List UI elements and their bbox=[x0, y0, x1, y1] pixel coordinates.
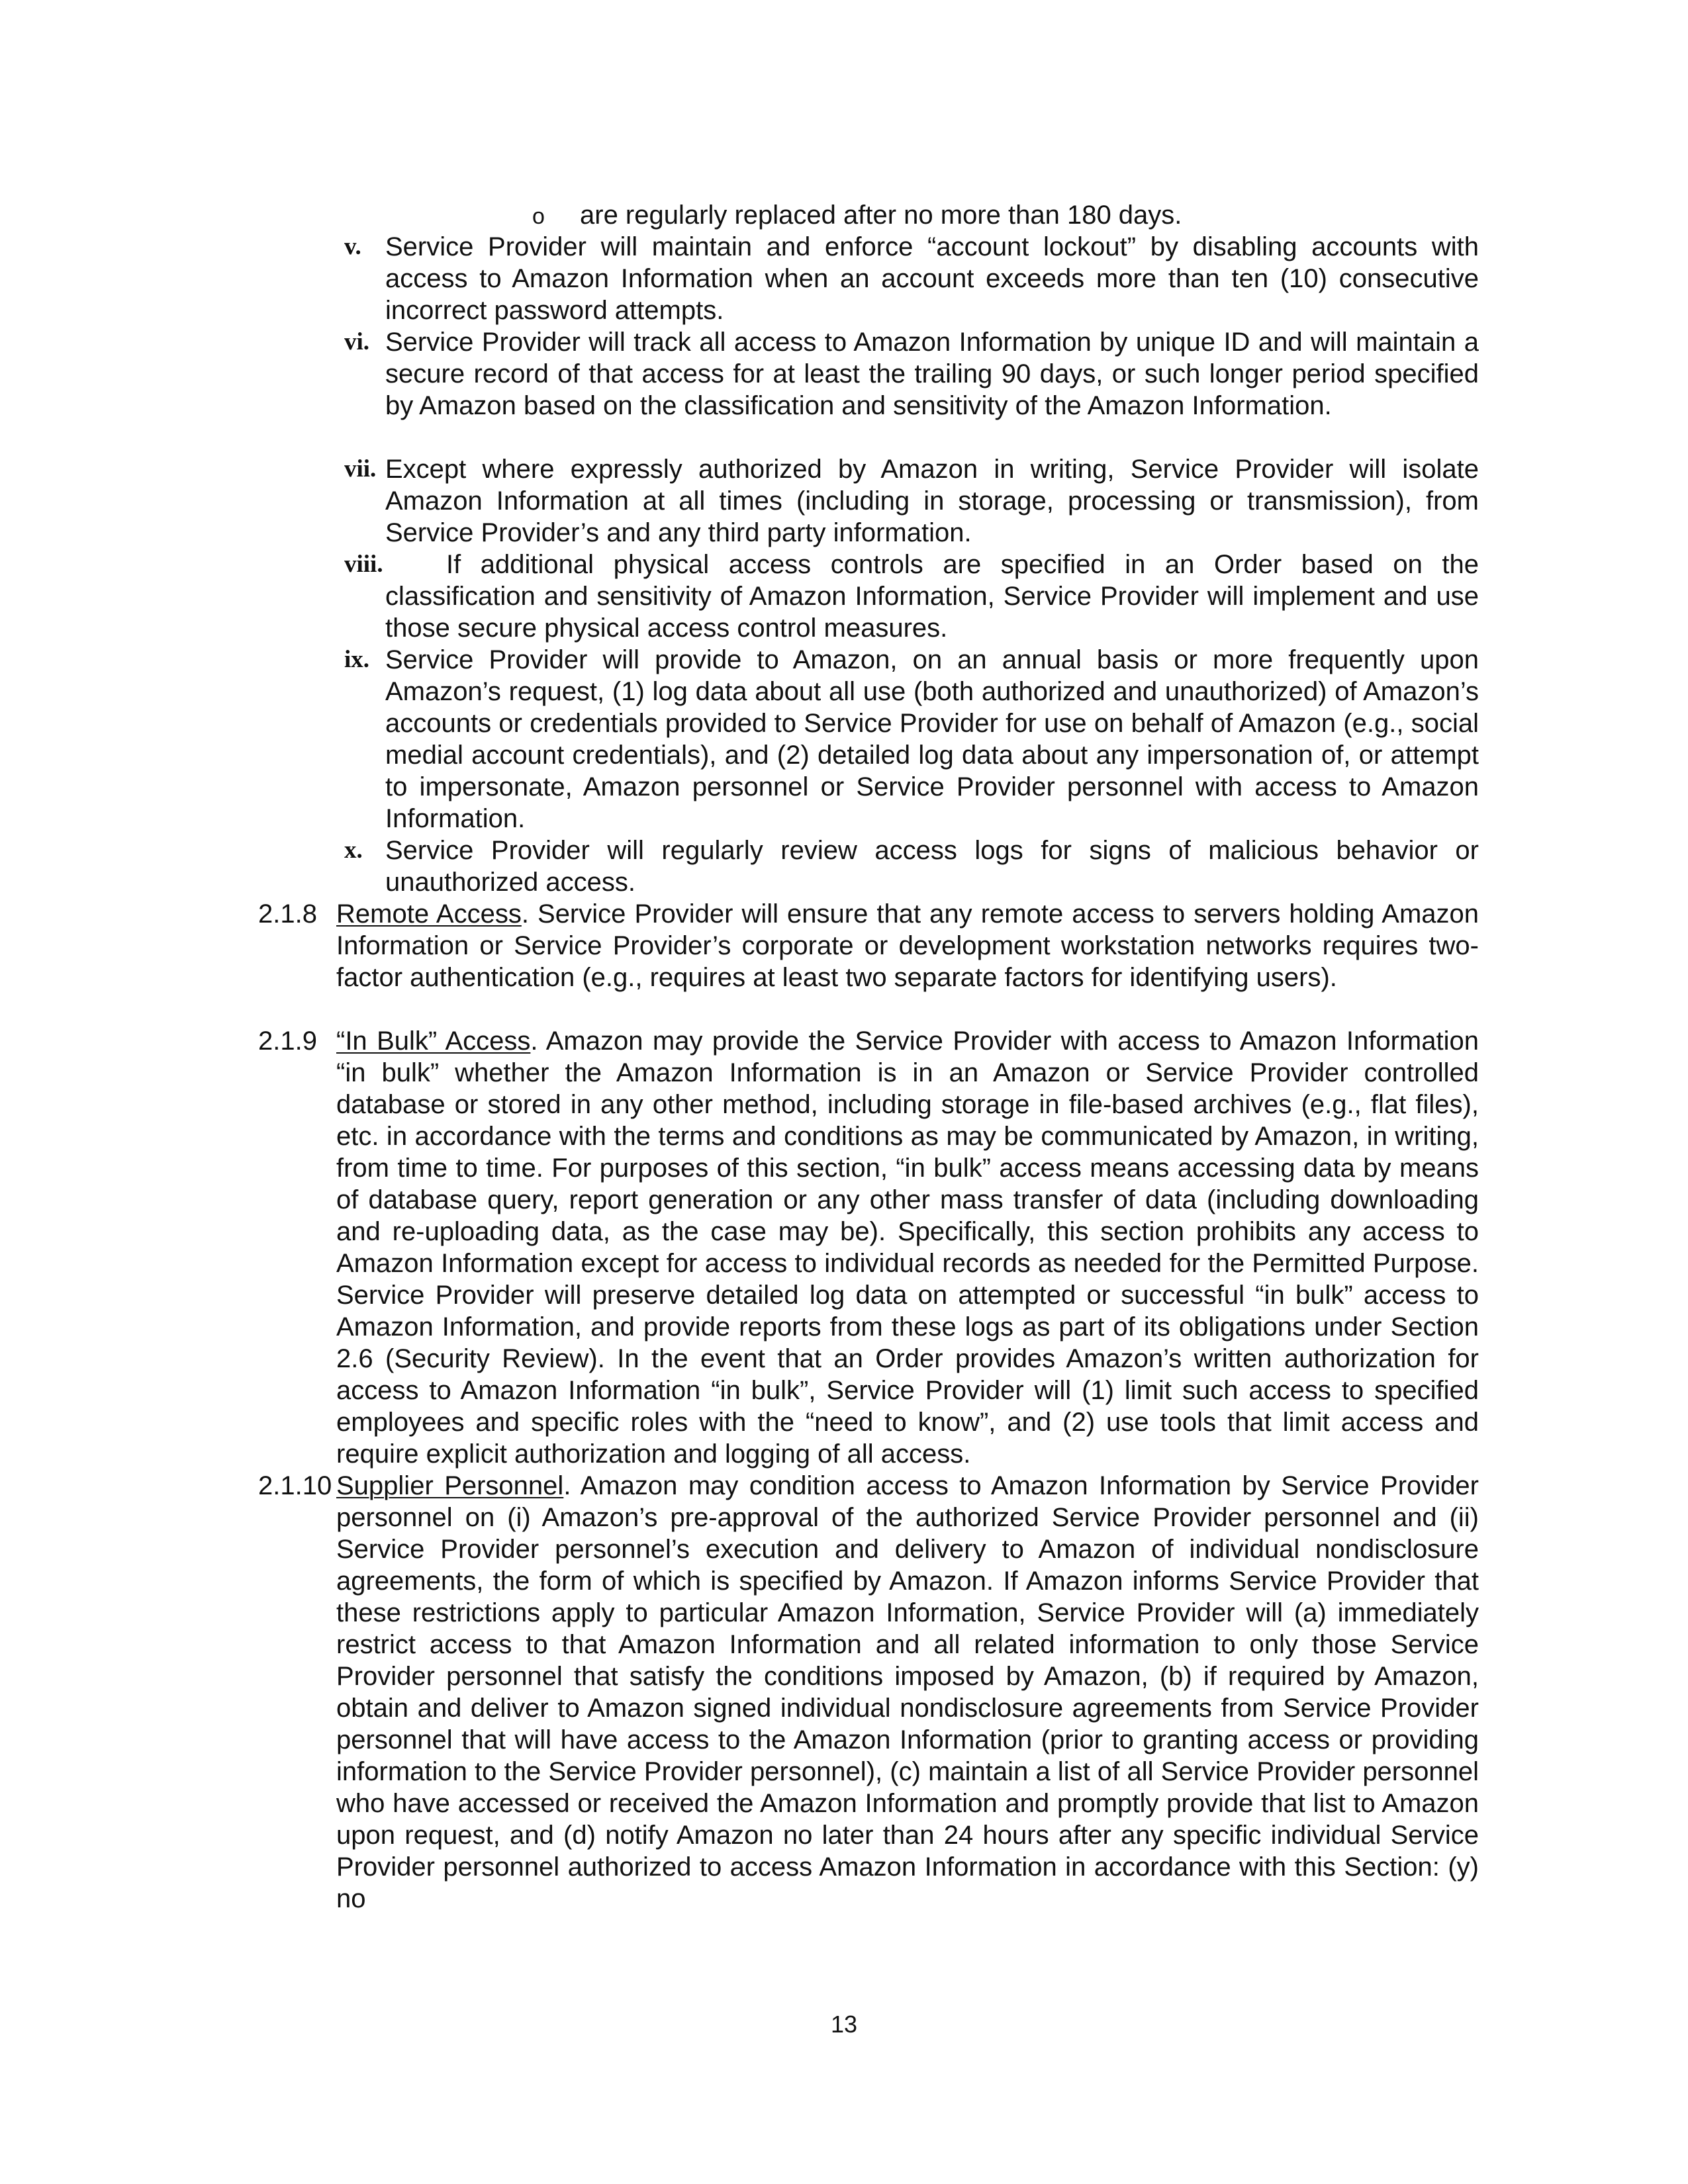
bullet-marker: o bbox=[532, 204, 545, 229]
section-2-1-8 bbox=[258, 898, 1479, 993]
section-heading: Remote Access bbox=[336, 899, 522, 929]
list-item-x bbox=[344, 835, 1479, 898]
list-item-text: If additional physical access controls are specified in an Order based on the classification and sensitivity of Amazon Information, Service Provider will implement and use those secure physical access control measures. bbox=[385, 550, 1479, 643]
section-number: 2.1.8 bbox=[258, 899, 317, 929]
list-item-number: ix. bbox=[344, 646, 370, 673]
section-number: 2.1.10 bbox=[258, 1471, 332, 1500]
list-item-vi bbox=[344, 326, 1479, 422]
bullet-text: are regularly replaced after no more than 180 days. bbox=[580, 201, 1182, 230]
section-2-1-9 bbox=[258, 1025, 1479, 1470]
section-body bbox=[336, 898, 1479, 993]
bullet-item bbox=[532, 199, 1182, 232]
section-text: . Amazon may condition access to Amazon Information by Service Provider personnel on (i) Amazon’s pre-approval of the authorized Service Provider personnel and (ii) Service Provider personnel’s execution and delivery to Amazon of individual nondisclosure agreements, the form of which is specified by Amazon. If Amazon informs Service Provider that these restrictions apply to particular Amazon Information, Service Provider will (a) immediately restrict access to that Amazon Information and all related information to only those Service Provider personnel that satisfy the conditions imposed by Amazon, (b) if required by Amazon, obtain and deliver to Amazon signed individual nondisclosure agreements from Service Provider personnel that will have access to the Amazon Information (prior to granting access or providing information to the Service Provider personnel), (c) maintain a list of all Service Provider personnel who have accessed or received the Amazon Information and promptly provide that list to Amazon upon request, and (d) notify Amazon no later than 24 hours after any specific individual Service Provider personnel authorized to access Amazon Information in accordance with this Section: (y) no bbox=[336, 1471, 1479, 1913]
list-item-ix bbox=[344, 644, 1479, 835]
section-heading: “In Bulk” Access bbox=[336, 1026, 531, 1056]
section-2-1-10 bbox=[258, 1470, 1479, 1915]
section-text: . Service Provider will ensure that any remote access to servers holding Amazon Information or Service Provider’s corporate or development workstation networks requires two-factor authentication (e.g., requires at least two separate factors for identifying users). bbox=[336, 899, 1479, 992]
list-item-number: vi. bbox=[344, 328, 370, 355]
list-item-v bbox=[344, 231, 1479, 326]
list-item-number: vii. bbox=[344, 455, 377, 482]
list-item-number: v. bbox=[344, 233, 361, 260]
list-item-vii bbox=[344, 453, 1479, 549]
list-item-text: Service Provider will provide to Amazon, on an annual basis or more frequently upon Amazon’s request, (1) log data about all use (both authorized and unauthorized) of Amazon’s accounts or credentials provided to Service Provider for use on behalf of Amazon (e.g., social medial account credentials), and (2) detailed log data about any impersonation of, or attempt to impersonate, Amazon personnel or Service Provider personnel with access to Amazon Information. bbox=[385, 645, 1479, 833]
list-item-viii bbox=[344, 549, 1479, 644]
section-heading: Supplier Personnel bbox=[336, 1471, 564, 1500]
list-item-text: Service Provider will track all access to Amazon Information by unique ID and will maintain a secure record of that access for at least the trailing 90 days, or such longer period specified by Amazon based on the classification and sensitivity of the Amazon Information. bbox=[385, 328, 1479, 420]
section-body bbox=[336, 1025, 1479, 1470]
section-number: 2.1.9 bbox=[258, 1026, 317, 1056]
list-item-text: Service Provider will regularly review access logs for signs of malicious behavior or unauthorized access. bbox=[385, 836, 1479, 897]
list-item-text: Service Provider will maintain and enforce “account lockout” by disabling accounts with access to Amazon Information when an account exceeds more than ten (10) consecutive incorrect password attempts. bbox=[385, 232, 1479, 325]
section-text: . Amazon may provide the Service Provider with access to Amazon Information “in bulk” whether the Amazon Information is in an Amazon or Service Provider controlled database or stored in any other method, including storage in file-based archives (e.g., flat files), etc. in accordance with the terms and conditions as may be communicated by Amazon, in writing, from time to time. For purposes of this section, “in bulk” access means accessing data by means of database query, report generation or any other mass transfer of data (including downloading and re-uploading data, as the case may be). Specifically, this section prohibits any access to Amazon Information except for access to individual records as needed for the Permitted Purpose. Service Provider will preserve detailed log data on attempted or successful “in bulk” access to Amazon Information, and provide reports from these logs as part of its obligations under Section 2.6 (Security Review). In the event that an Order provides Amazon’s written authorization for access to Amazon Information “in bulk”, Service Provider will (1) limit such access to specified employees and specific roles with the “need to know”, and (2) use tools that limit access and require explicit authorization and logging of all access. bbox=[336, 1026, 1479, 1469]
list-item-number: x. bbox=[344, 837, 363, 864]
page-number: 13 bbox=[830, 2011, 858, 2038]
list-item-text: Except where expressly authorized by Amazon in writing, Service Provider will isolate Amazon Information at all times (including in storage, processing or transmission), from Service Provider’s and any third party information. bbox=[385, 455, 1479, 547]
list-item-number: viii. bbox=[344, 551, 383, 578]
section-body bbox=[336, 1470, 1479, 1915]
